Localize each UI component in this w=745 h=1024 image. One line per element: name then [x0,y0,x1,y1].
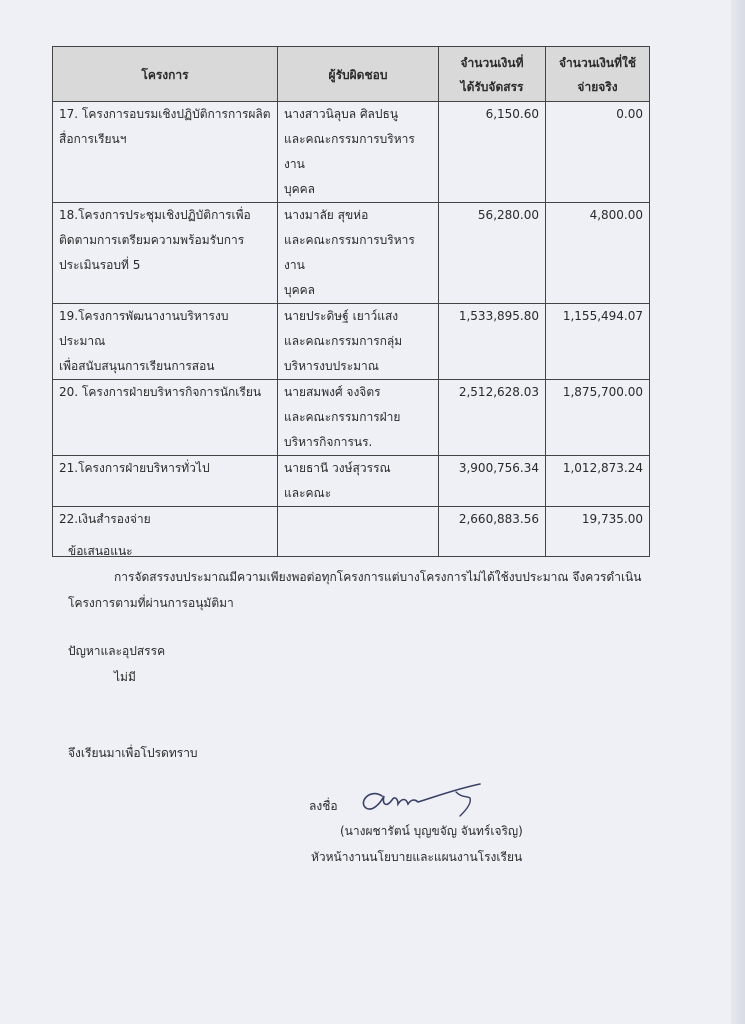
header-project: โครงการ [53,47,278,102]
signer-name: (นางผชารัตน์ บุญขจัญ จันทร์เจริญ) [340,824,523,838]
cell-allocated: 2,660,883.56 [439,507,546,557]
header-responsible: ผู้รับผิดชอบ [278,47,439,102]
suggestion-title: ข้อเสนอแนะ [68,544,133,558]
cell-spent: 4,800.00 [546,203,650,304]
cell-responsible: นายธานี วงษ์สุวรรณ และคณะ [278,456,439,507]
suggestion-text-line2: โครงการตามที่ผ่านการอนุมัติมา [68,596,234,610]
cell-project: 22.เงินสำรองจ่าย [53,507,278,557]
problems-text: ไม่มี [114,670,136,684]
cell-spent: 1,012,873.24 [546,456,650,507]
cell-responsible: นางมาลัย สุขห่อ และคณะกรรมการบริหารงาน บุคคล [278,203,439,304]
cell-project: 20. โครงการฝ่ายบริหารกิจการนักเรียน [53,380,278,456]
cell-project: 18.โครงการประชุมเชิงปฏิบัติการเพื่อ ติดตามการเตรียมความพร้อมรับการ ประเมินรอบที่ 5 [53,203,278,304]
table-header-row [53,47,650,102]
closing-text: จึงเรียนมาเพื่อโปรดทราบ [68,746,198,760]
signer-position: หัวหน้างานนโยบายและแผนงานโรงเรียน [311,850,523,864]
cell-responsible [278,507,439,557]
table-row [53,380,650,456]
cell-project: 17. โครงการอบรมเชิงปฏิบัติการการผลิต สื่อการเรียนฯ [53,102,278,203]
header-spent: จำนวนเงินที่ใช้ จ่ายจริง [546,47,650,102]
cell-allocated: 6,150.60 [439,102,546,203]
problems-title: ปัญหาและอุปสรรค [68,644,166,658]
page-edge-shadow [731,0,745,1024]
cell-spent: 1,875,700.00 [546,380,650,456]
table-row [53,507,650,557]
cell-responsible: นายสมพงศ์ จงจิตร และคณะกรรมการฝ่าย บริหารกิจการนร. [278,380,439,456]
handwritten-signature [352,768,492,828]
signature-label: ลงชื่อ [309,799,338,813]
table-row [53,203,650,304]
cell-project: 19.โครงการพัฒนางานบริหารงบประมาณ เพื่อสนับสนุนการเรียนการสอน [53,304,278,380]
suggestion-text-line1: การจัดสรรงบประมาณมีความเพียงพอต่อทุกโครงการแต่บางโครงการไม่ได้ใช้งบประมาณ จึงควรดำเนิน [114,570,642,584]
cell-allocated: 2,512,628.03 [439,380,546,456]
cell-responsible: นางสาวนิลุบล ศิลปธนู และคณะกรรมการบริหารงาน บุคคล [278,102,439,203]
cell-allocated: 1,533,895.80 [439,304,546,380]
cell-spent: 19,735.00 [546,507,650,557]
budget-table [52,46,650,557]
cell-spent: 1,155,494.07 [546,304,650,380]
cell-allocated: 3,900,756.34 [439,456,546,507]
cell-project: 21.โครงการฝ่ายบริหารทั่วไป [53,456,278,507]
table-row [53,304,650,380]
table-row [53,102,650,203]
header-allocated: จำนวนเงินที่ ได้รับจัดสรร [439,47,546,102]
cell-spent: 0.00 [546,102,650,203]
table-row [53,456,650,507]
cell-responsible: นายประดิษฐ์ เยาว์แสง และคณะกรรมการกลุ่ม บริหารงบประมาณ [278,304,439,380]
cell-allocated: 56,280.00 [439,203,546,304]
